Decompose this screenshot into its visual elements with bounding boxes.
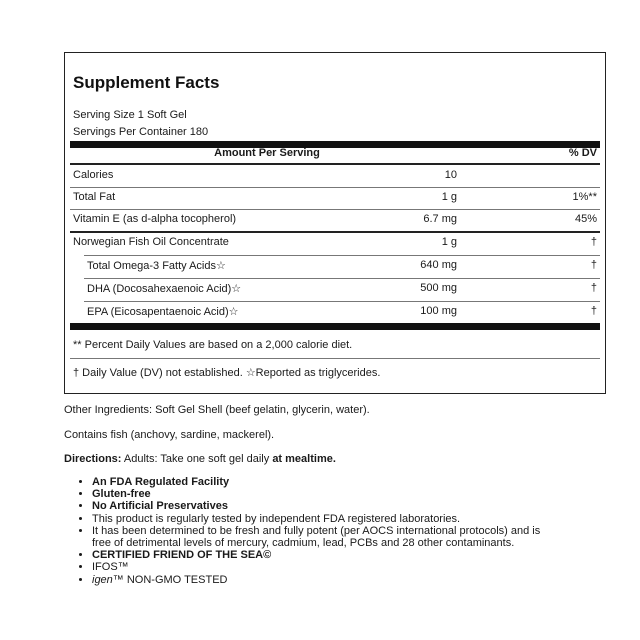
row-dv: 45% xyxy=(574,213,597,225)
row-amount: 1 g xyxy=(441,236,457,248)
row-name: Norwegian Fish Oil Concentrate xyxy=(73,236,229,248)
row-name: Total Omega-3 Fatty Acids☆ xyxy=(87,260,226,272)
list-item: • CERTIFIED FRIEND OF THE SEA© xyxy=(92,549,562,561)
list-item: • IFOS™ xyxy=(92,561,562,573)
directions-label: Directions: xyxy=(64,453,122,465)
facts-row-vitamin-e xyxy=(70,209,600,231)
header-amount-per-serving: Amount Per Serving xyxy=(214,147,320,159)
panel-title: Supplement Facts xyxy=(73,73,220,92)
row-dv: † xyxy=(590,236,597,248)
row-dv: † xyxy=(590,259,597,271)
supplement-facts-panel xyxy=(64,52,606,394)
list-item: • It has been determined to be fresh and fully potent (per AOCS international protocols) and is free of detrimental levels of mercury, cadmium, lead, PCBs and 28 other contaminants. xyxy=(92,525,562,549)
directions xyxy=(64,453,609,465)
feature-list xyxy=(78,476,562,586)
row-amount: 100 mg xyxy=(420,305,457,317)
row-amount: 10 xyxy=(444,169,457,181)
servings-per-container: Servings Per Container 180 xyxy=(73,126,209,138)
footnote-percent-dv: ** Percent Daily Values are based on a 2,000 calorie diet. xyxy=(73,339,353,351)
row-dv: † xyxy=(590,282,597,294)
row-name: EPA (Eicosapentaenoic Acid)☆ xyxy=(87,306,239,318)
directions-text: Adults: Take one soft gel daily xyxy=(121,453,273,465)
divider xyxy=(70,358,600,359)
row-amount: 500 mg xyxy=(420,282,457,294)
row-amount: 640 mg xyxy=(420,259,457,271)
row-dv: 1%** xyxy=(572,191,597,203)
other-ingredients: Other Ingredients: Soft Gel Shell (beef gelatin, glycerin, water). xyxy=(64,404,370,416)
row-name: DHA (Docosahexaenoic Acid)☆ xyxy=(87,283,242,295)
facts-row-fish-oil xyxy=(70,232,600,254)
facts-row-calories xyxy=(70,165,600,187)
facts-row-dha xyxy=(70,278,600,300)
facts-row-epa xyxy=(70,301,600,323)
row-dv: † xyxy=(590,305,597,317)
non-gmo-text: ™ NON-GMO TESTED xyxy=(112,573,228,586)
contains-allergens: Contains fish (anchovy, sardine, mackerel). xyxy=(64,429,275,441)
row-amount: 1 g xyxy=(441,191,457,203)
facts-row-omega-3 xyxy=(70,255,600,277)
serving-size: Serving Size 1 Soft Gel xyxy=(73,109,187,121)
list-item: • This product is regularly tested by independent FDA registered laboratories. xyxy=(92,513,562,525)
directions-emphasis: at mealtime. xyxy=(272,453,336,465)
thick-divider xyxy=(70,323,600,330)
row-name: Calories xyxy=(73,169,114,181)
footnote-dv-not-established: † Daily Value (DV) not established. ☆Reported as triglycerides. xyxy=(73,367,381,379)
facts-row-total-fat xyxy=(70,187,600,209)
row-name: Vitamin E (as d-alpha tocopherol) xyxy=(73,213,237,225)
list-item xyxy=(92,574,562,586)
list-item: • No Artificial Preservatives xyxy=(92,500,562,512)
row-amount: 6.7 mg xyxy=(423,213,457,225)
header-dv: % DV xyxy=(568,147,597,159)
list-item: • Gluten-free xyxy=(92,488,562,500)
list-item: • An FDA Regulated Facility xyxy=(92,476,562,488)
igen-text: igen xyxy=(92,573,113,586)
row-name: Total Fat xyxy=(73,191,116,203)
